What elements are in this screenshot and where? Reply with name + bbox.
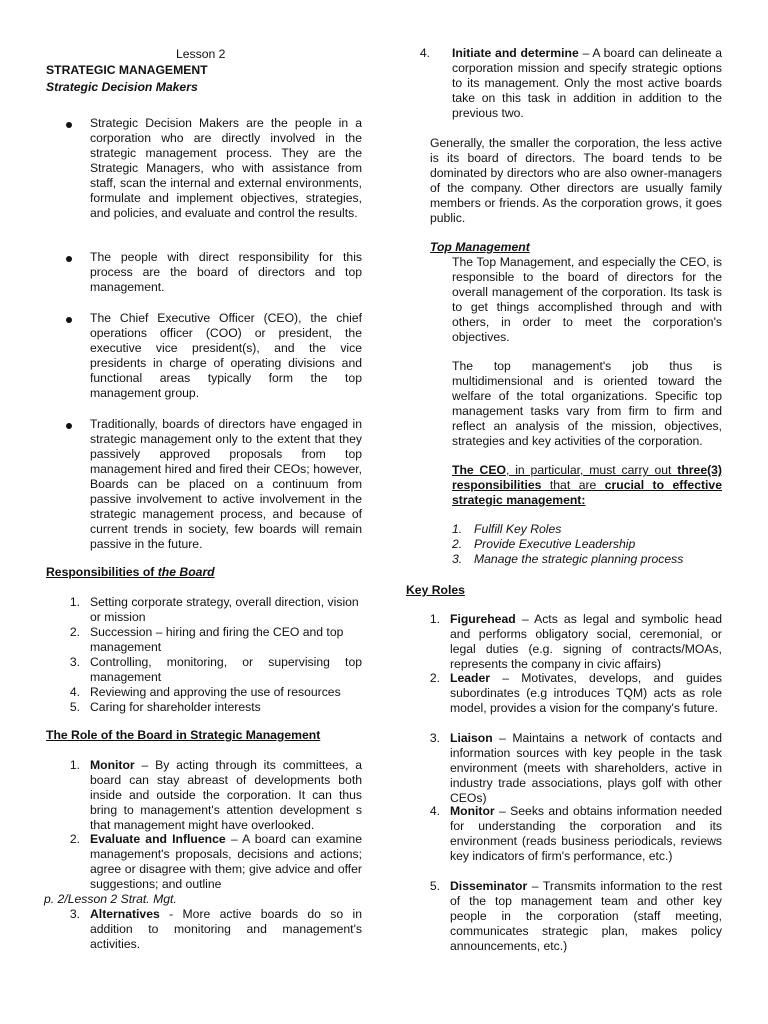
list-item: 5. Caring for shareholder interests xyxy=(69,700,261,714)
page-footer-note: p. 2/Lesson 2 Strat. Mgt. xyxy=(44,892,177,906)
list-item: 3. Controlling, monitoring, or supervising top management xyxy=(69,655,362,684)
list-item: 3. Manage the strategic planning process xyxy=(452,552,684,566)
ceo-responsibilities-list xyxy=(452,522,722,567)
board-role-heading: The Role of the Board in Strategic Management xyxy=(46,728,321,742)
list-item: 1. Setting corporate strategy, overall direction, vision or mission xyxy=(69,595,359,624)
list-item: 2. Provide Executive Leadership xyxy=(452,537,636,551)
board-size-paragraph: Generally, the smaller the corporation, the less active is its board of directors. The board tends to be dominated by directors who are also owner-managers of the company. Other directors are usually family members or friends. As the corporation grows, it goes public. xyxy=(430,136,722,225)
lesson-label: Lesson 2 xyxy=(176,47,226,61)
role-item-alternatives: 3. Alternatives - More active boards do so in addition to monitoring and management's activities. xyxy=(69,907,362,951)
top-management-heading: Top Management xyxy=(430,240,530,254)
list-item: 4. Reviewing and approving the use of resources xyxy=(69,685,341,699)
role-item-evaluate: 2. Evaluate and Influence – A board can examine management's proposals, decisions and actions; agree or disagree with them; give advice and offer suggestions; and outline xyxy=(69,832,362,891)
page-subtitle: Strategic Decision Makers xyxy=(46,80,198,94)
ceo-responsibilities-statement: The CEO, in particular, must carry out three(3) responsibilities that are crucial to effective strategic management: xyxy=(452,463,722,507)
bullet-item: The people with direct responsibility for this process are the board of directors and top management. xyxy=(90,250,362,294)
list-item: 2. Succession – hiring and firing the CEO and top management xyxy=(69,625,344,654)
page-title: STRATEGIC MANAGEMENT xyxy=(46,63,208,77)
bullet-dot xyxy=(66,423,72,429)
bullet-dot xyxy=(66,122,72,128)
bullet-dot xyxy=(66,256,72,262)
board-responsibilities-list xyxy=(46,595,362,715)
bullet-item: Traditionally, boards of directors have engaged in strategic management only to the extent that they passively approved proposals from top management hired and fired their CEOs; however, Boards can be placed on a continuum from passive involvement to active involvement in the strategic management process, and because of current trends in society, few boards will remain passive in the future. xyxy=(90,417,362,551)
key-roles-heading: Key Roles xyxy=(406,583,465,597)
bullet-item: The Chief Executive Officer (CEO), the chief operations officer (COO) or president, the executive vice president(s), and the vice presidents in charge of operating divisions and functional areas typically form the top management group. xyxy=(90,311,362,400)
list-item: 1. Fulfill Key Roles xyxy=(452,522,562,536)
top-management-para2: The top management's job thus is multidimensional and is oriented toward the welfare of the total organizations. Specific top management tasks vary from firm to firm and reflect an analysis of the mission, objectives, strategies and key activities of the corporation. xyxy=(452,359,722,448)
role-item-monitor: 1. Monitor – By acting through its committees, a board can stay abreast of developments both inside and outside the corporation. It can thus bring to management's attention development s that management might have overlooked. xyxy=(69,758,362,832)
top-management-para1: The Top Management, and especially the CEO, is responsible to the board of directors for the overall management of the corporation. Its task is to get things accomplished through and with others, in order to meet the corporation's objectives. xyxy=(452,255,722,344)
board-responsibilities-heading: Responsibilities of the Board xyxy=(46,565,215,579)
bullet-item: Strategic Decision Makers are the people in a corporation who are directly involved in the strategic management process. They are the Strategic Managers, who with assistance from staff, scan the internal and external environments, formulate and implement objectives, strategies, and policies, and evaluate and control the results. xyxy=(90,116,362,220)
bullet-dot xyxy=(66,317,72,323)
